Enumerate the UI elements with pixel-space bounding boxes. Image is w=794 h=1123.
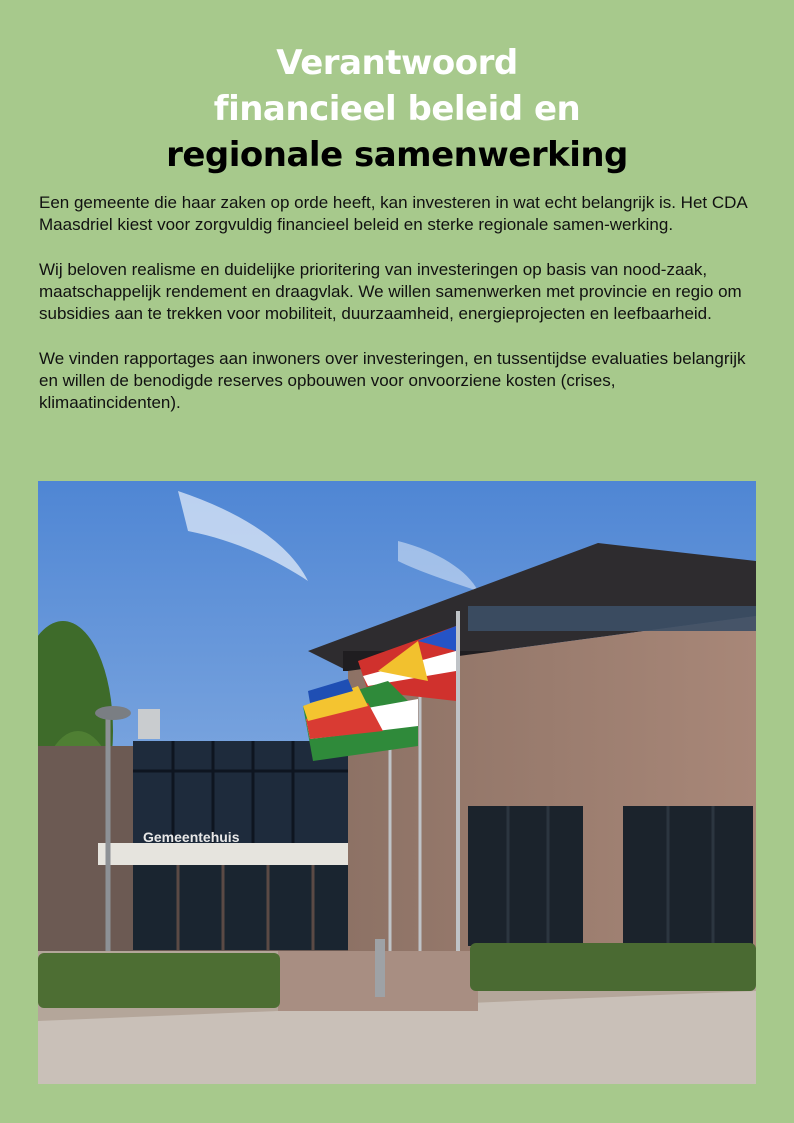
paragraph-3: We vinden rapportages aan inwoners over investeringen, en tussentijdse evaluaties belangrijk en willen de benodigde reserves opbouwen voor onvoorziene kosten (crises, klimaatincidenten). <box>39 349 746 412</box>
paragraph-1: Een gemeente die haar zaken op orde heeft, kan investeren in wat echt belangrijk is. Het CDA Maasdriel kiest voor zorgvuldig financieel beleid en sterke regionale samen-werking. <box>39 193 747 234</box>
body-text <box>39 192 759 437</box>
bollard <box>375 939 385 997</box>
window <box>468 806 583 946</box>
canopy <box>98 843 348 865</box>
town-hall-photo <box>38 481 756 1084</box>
title-line-3: regionale samenwerking <box>166 135 628 175</box>
page-title <box>0 40 794 178</box>
hedge <box>38 953 280 1008</box>
hedge <box>470 943 756 991</box>
paragraph-2: Wij beloven realisme en duidelijke prioritering van investeringen op basis van nood-zaak, maatschappelijk rendement en draagvlak. We willen samenwerken met provincie en regio om subsidies aan te trekken voor mobiliteit, duurzaamheid, energieprojecten en leefbaarheid. <box>39 260 742 323</box>
building-sign: Gemeentehuis <box>143 829 240 845</box>
title-line-1: Verantwoord <box>276 43 518 83</box>
siren <box>138 709 160 739</box>
window <box>623 806 753 946</box>
title-line-2: financieel beleid en <box>213 89 581 129</box>
